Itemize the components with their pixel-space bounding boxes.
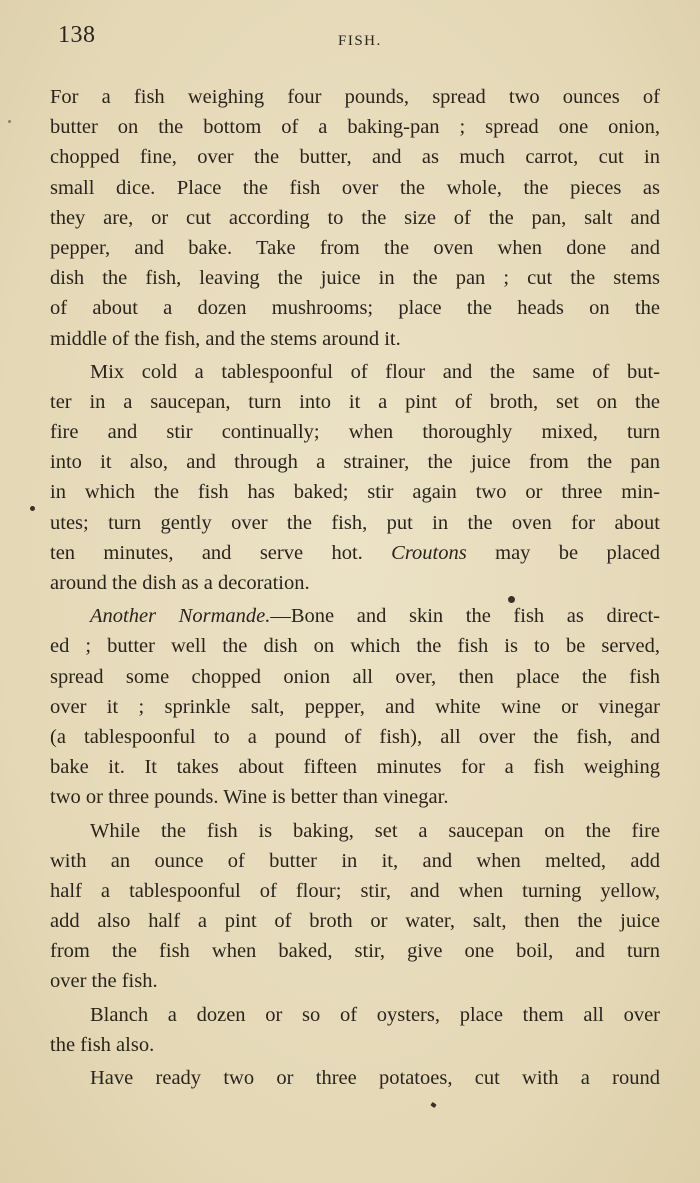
text-line [50,538,660,568]
text-line: they are, or cut according to the size of the pan, salt and [50,206,660,229]
text-line: While the fish is baking, set a saucepan on the fire [90,819,660,842]
text-line: butter on the bottom of a baking-pan ; spread one onion, [50,116,660,139]
page-number: 138 [58,22,96,48]
body-text [50,82,660,1096]
ink-speck [8,120,11,123]
text-line: fire and stir continually; when thoroughly mixed, turn [50,421,660,444]
ink-speck [30,506,35,511]
text-line: over it ; sprinkle salt, pepper, and white wine or vinegar [50,695,660,718]
text-line: Have ready two or three potatoes, cut with a round [90,1067,660,1089]
recipe-title: Another Normande. [90,605,271,628]
text-line: chopped fine, over the butter, and as much carrot, cut in [50,146,660,169]
italic-term: Croutons [391,541,467,564]
text-line: from the fish when baked, stir, give one boil, and turn [50,940,660,963]
paragraph-2 [50,357,660,599]
paragraph-1 [50,82,660,354]
text-line: pepper, and bake. Take from the oven when done and [50,236,660,259]
text-line: (a tablespoonful to a pound of fish), all over the fish, and [50,725,660,748]
text-line: in which the fish has baked; stir again two or three min- [50,481,660,504]
text-line: dish the fish, leaving the juice in the pan ; cut the stems [50,267,660,290]
text-line: Mix cold a tablespoonful of flour and the same of but- [90,360,660,383]
paragraph-4 [50,816,660,997]
text-line: into it also, and through a strainer, the juice from the pan [50,451,660,474]
text-line: over the fish. [50,970,158,993]
text-line: spread some chopped onion all over, then place the fish [50,665,660,688]
text-line: utes; turn gently over the fish, put in the oven for about [50,511,660,534]
text-line: with an ounce of butter in it, and when melted, add [50,849,660,872]
text-line: ter in a saucepan, turn into it a pint of broth, set on the [50,390,660,413]
text-line: add also half a pint of broth or water, salt, then the juice [50,910,660,933]
text-line: ed ; butter well the dish on which the fish is to be served, [50,635,660,658]
running-head: FISH. [338,33,382,49]
paragraph-5 [50,1000,660,1060]
text-line: of about a dozen mushrooms; place the heads on the [50,297,660,320]
ink-speck [430,1102,436,1108]
text-line: bake it. It takes about fifteen minutes for a fish weighing [50,756,660,779]
text-line: two or three pounds. Wine is better than vinegar. [50,786,449,809]
text-line [50,601,660,631]
ink-speck [508,596,515,603]
paragraph-6 [50,1063,660,1093]
paragraph-3 [50,601,660,812]
text-line: half a tablespoonful of flour; stir, and when turning yellow, [50,879,660,902]
text-line: For a fish weighing four pounds, spread two ounces of [50,86,660,108]
text-run: may be placed [495,541,661,564]
text-line: small dice. Place the fish over the whole, the pieces as [50,176,660,199]
text-line: Blanch a dozen or so of oysters, place them all over [90,1003,660,1026]
text-line: the fish also. [50,1033,155,1056]
text-run: —Bone and skin the fish as direct- [270,605,660,628]
text-line: around the dish as a decoration. [50,572,310,594]
text-line: middle of the fish, and the stems around it. [50,327,401,350]
text-run: ten minutes, and serve hot. [50,541,363,564]
